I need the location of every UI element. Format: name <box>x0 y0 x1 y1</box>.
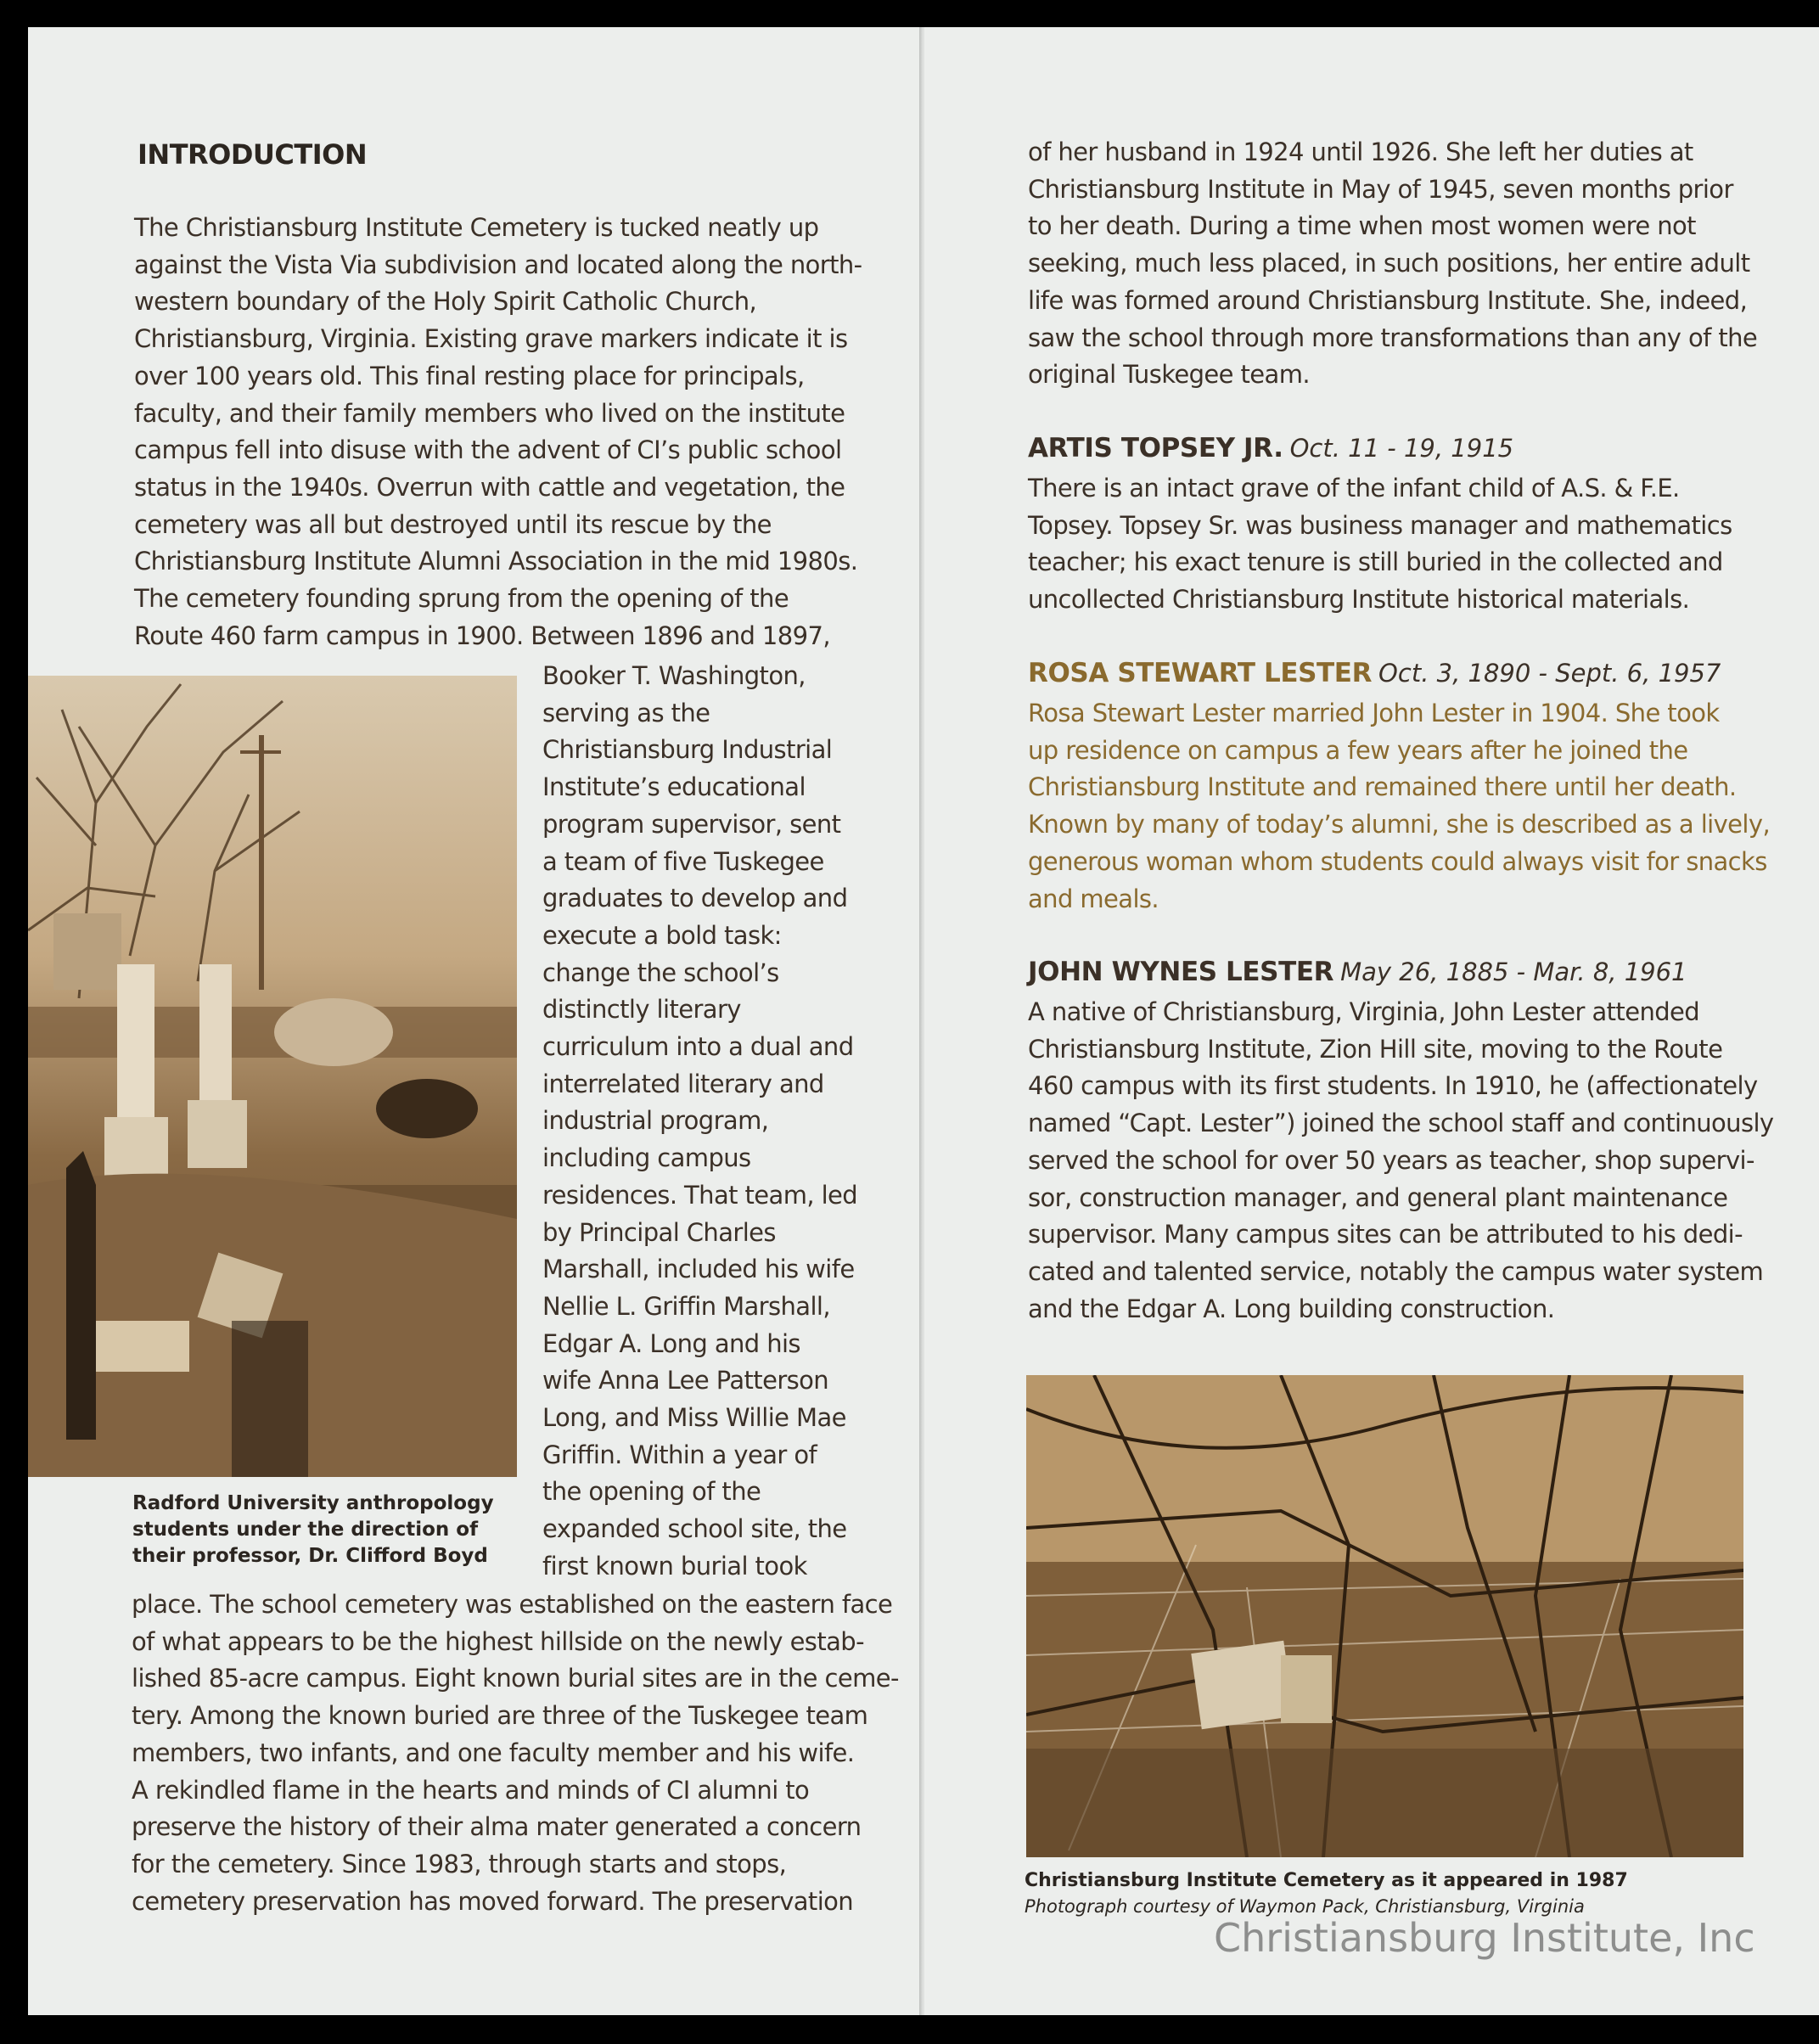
watermark: Christiansburg Institute, Inc <box>1214 1915 1755 1961</box>
text-line: of her husband in 1924 until 1926. She left her duties at <box>1028 138 1693 166</box>
text-line: Christiansburg Industrial <box>542 735 833 765</box>
text-line: A native of Christiansburg, Virginia, John Lester attended <box>1028 997 1700 1026</box>
text-line: graduates to develop and <box>542 884 848 913</box>
text-line: Griffin. Within a year of <box>542 1440 817 1469</box>
text-line: Christiansburg, Virginia. Existing grave markers indicate it is <box>134 324 848 354</box>
text-line: Edgar A. Long and his <box>542 1328 800 1358</box>
text-line: up residence on campus a few years after he joined the <box>1028 735 1688 765</box>
intro-heading: INTRODUCTION <box>138 138 368 171</box>
bio-text <box>1028 695 1770 918</box>
bio-dates: Oct. 3, 1890 - Sept. 6, 1957 <box>1378 659 1721 688</box>
bio-text <box>1028 994 1773 1328</box>
text-line: Christiansburg Institute and remained there until her death. <box>1028 772 1737 802</box>
bio-heading <box>1028 658 1721 688</box>
cemetery-photo-caption: Christiansburg Institute Cemetery as it appeared in 1987 <box>1025 1870 1628 1891</box>
text-line: Topsey. Topsey Sr. was business manager and mathematics <box>1028 510 1732 540</box>
text-line: Christiansburg Institute Alumni Association in the mid 1980s. <box>134 547 858 576</box>
text-line: for the cemetery. Since 1983, through starts and stops, <box>132 1849 787 1878</box>
text-line: Nellie L. Griffin Marshall, <box>542 1291 830 1321</box>
intro-continued <box>132 1586 899 1920</box>
text-line: cemetery preservation has moved forward. The preservation <box>132 1886 854 1916</box>
bio-name: JOHN WYNES LESTER <box>1028 957 1334 987</box>
caption-line: Radford University anthropology <box>132 1492 494 1514</box>
cemetery-photo-credit: Photograph courtesy of Waymon Pack, Christiansburg, Virginia <box>1025 1896 1585 1917</box>
text-line: supervisor. Many campus sites can be attributed to his dedi- <box>1028 1220 1743 1249</box>
text-line: generous woman whom students could always visit for snacks <box>1028 846 1767 876</box>
text-line: Marshall, included his wife <box>542 1255 855 1284</box>
text-line: and meals. <box>1028 884 1159 913</box>
text-line: execute a bold task: <box>542 920 782 950</box>
text-line: status in the 1940s. Overrun with cattle and vegetation, the <box>134 472 845 502</box>
text-line: saw the school through more transformations than any of the <box>1028 323 1758 352</box>
text-line: Rosa Stewart Lester married John Lester in 1904. She took <box>1028 699 1720 727</box>
text-line: place. The school cemetery was established on the eastern face <box>132 1590 893 1619</box>
text-line: serving as the <box>542 698 710 727</box>
text-line: 460 campus with its first students. In 1910, he (affectionately <box>1028 1071 1758 1101</box>
caption-line: students under the direction of <box>132 1519 479 1541</box>
bio-name: ROSA STEWART LESTER <box>1028 658 1373 688</box>
text-line: There is an intact grave of the infant child of A.S. & F.E. <box>1028 474 1680 503</box>
bio-continued <box>1028 134 1757 394</box>
text-line: Booker T. Washington, <box>542 661 806 690</box>
bio-name: ARTIS TOPSEY JR. <box>1028 433 1283 463</box>
text-line: life was formed around Christiansburg Institute. She, indeed, <box>1028 285 1748 315</box>
intro-paragraph <box>134 210 862 654</box>
text-line: teacher; his exact tenure is still buried in the collected and <box>1028 548 1723 577</box>
bio-heading <box>1028 957 1687 987</box>
text-line: Christiansburg Institute in May of 1945, seven months prior <box>1028 174 1733 204</box>
text-line: first known burial took <box>542 1551 807 1581</box>
text-line: A rekindled flame in the hearts and minds of CI alumni to <box>132 1775 810 1805</box>
text-line: Institute’s educational <box>542 772 806 802</box>
text-line: cemetery was all but destroyed until its rescue by the <box>134 509 772 539</box>
text-line: and the Edgar A. Long building construction. <box>1028 1294 1555 1323</box>
text-line: The cemetery founding sprung from the opening of the <box>134 584 789 614</box>
text-line: seeking, much less placed, in such positions, her entire adult <box>1028 249 1750 278</box>
text-line: interrelated literary and <box>542 1069 824 1098</box>
caption-line: their professor, Dr. Clifford Boyd <box>132 1545 488 1567</box>
text-line: curriculum into a dual and <box>542 1032 854 1062</box>
bio-dates: Oct. 11 - 19, 1915 <box>1289 434 1514 463</box>
cemetery-1987-photo <box>1026 1375 1743 1857</box>
excavation-photo-caption <box>132 1491 494 1570</box>
text-line: named “Capt. Lester”) joined the school staff and continuously <box>1028 1109 1774 1138</box>
text-line: Route 460 farm campus in 1900. Between 1896 and 1897, <box>134 620 830 650</box>
intro-wrap-column <box>542 658 857 1586</box>
text-line: the opening of the <box>542 1477 761 1507</box>
text-line: sor, construction manager, and general plant maintenance <box>1028 1182 1728 1212</box>
text-line: Christiansburg Institute, Zion Hill site, moving to the Route <box>1028 1034 1723 1064</box>
text-line: lished 85-acre campus. Eight known burial sites are in the ceme- <box>132 1664 899 1693</box>
text-line: expanded school site, the <box>542 1514 847 1544</box>
text-line: western boundary of the Holy Spirit Catholic Church, <box>134 287 757 317</box>
text-line: wife Anna Lee Patterson <box>542 1366 829 1395</box>
text-line: including campus <box>542 1143 751 1173</box>
text-line: The Christiansburg Institute Cemetery is tucked neatly up <box>134 213 819 242</box>
bio-dates: May 26, 1885 - Mar. 8, 1961 <box>1340 957 1687 986</box>
text-line: residences. That team, led <box>542 1180 858 1210</box>
text-line: served the school for over 50 years as teacher, shop supervi- <box>1028 1145 1754 1175</box>
text-line: campus fell into disuse with the advent of CI’s public school <box>134 435 842 465</box>
text-line: faculty, and their family members who lived on the institute <box>134 398 845 428</box>
text-line: to her death. During a time when most women were not <box>1028 211 1696 241</box>
text-line: original Tuskegee team. <box>1028 360 1310 390</box>
text-line: by Principal Charles <box>542 1217 776 1247</box>
text-line: preserve the history of their alma mater generated a concern <box>132 1812 862 1842</box>
text-line: of what appears to be the highest hillside on the newly estab- <box>132 1626 864 1656</box>
text-line: Known by many of today’s alumni, she is described as a lively, <box>1028 810 1771 840</box>
text-line: a team of five Tuskegee <box>542 846 824 876</box>
text-line: against the Vista Via subdivision and located along the north- <box>134 250 862 279</box>
bio-text <box>1028 470 1732 619</box>
text-line: members, two infants, and one faculty member and his wife. <box>132 1738 855 1767</box>
text-line: tery. Among the known buried are three of the Tuskegee team <box>132 1701 868 1731</box>
text-line: over 100 years old. This final resting place for principals, <box>134 361 805 390</box>
text-line: distinctly literary <box>542 995 741 1025</box>
text-line: industrial program, <box>542 1106 769 1136</box>
text-line: uncollected Christiansburg Institute historical materials. <box>1028 585 1690 615</box>
bio-heading <box>1028 433 1513 463</box>
text-line: cated and talented service, notably the campus water system <box>1028 1256 1764 1286</box>
text-line: Long, and Miss Willie Mae <box>542 1403 846 1433</box>
text-line: program supervisor, sent <box>542 809 841 839</box>
text-line: change the school’s <box>542 957 779 987</box>
excavation-photo <box>28 676 517 1477</box>
